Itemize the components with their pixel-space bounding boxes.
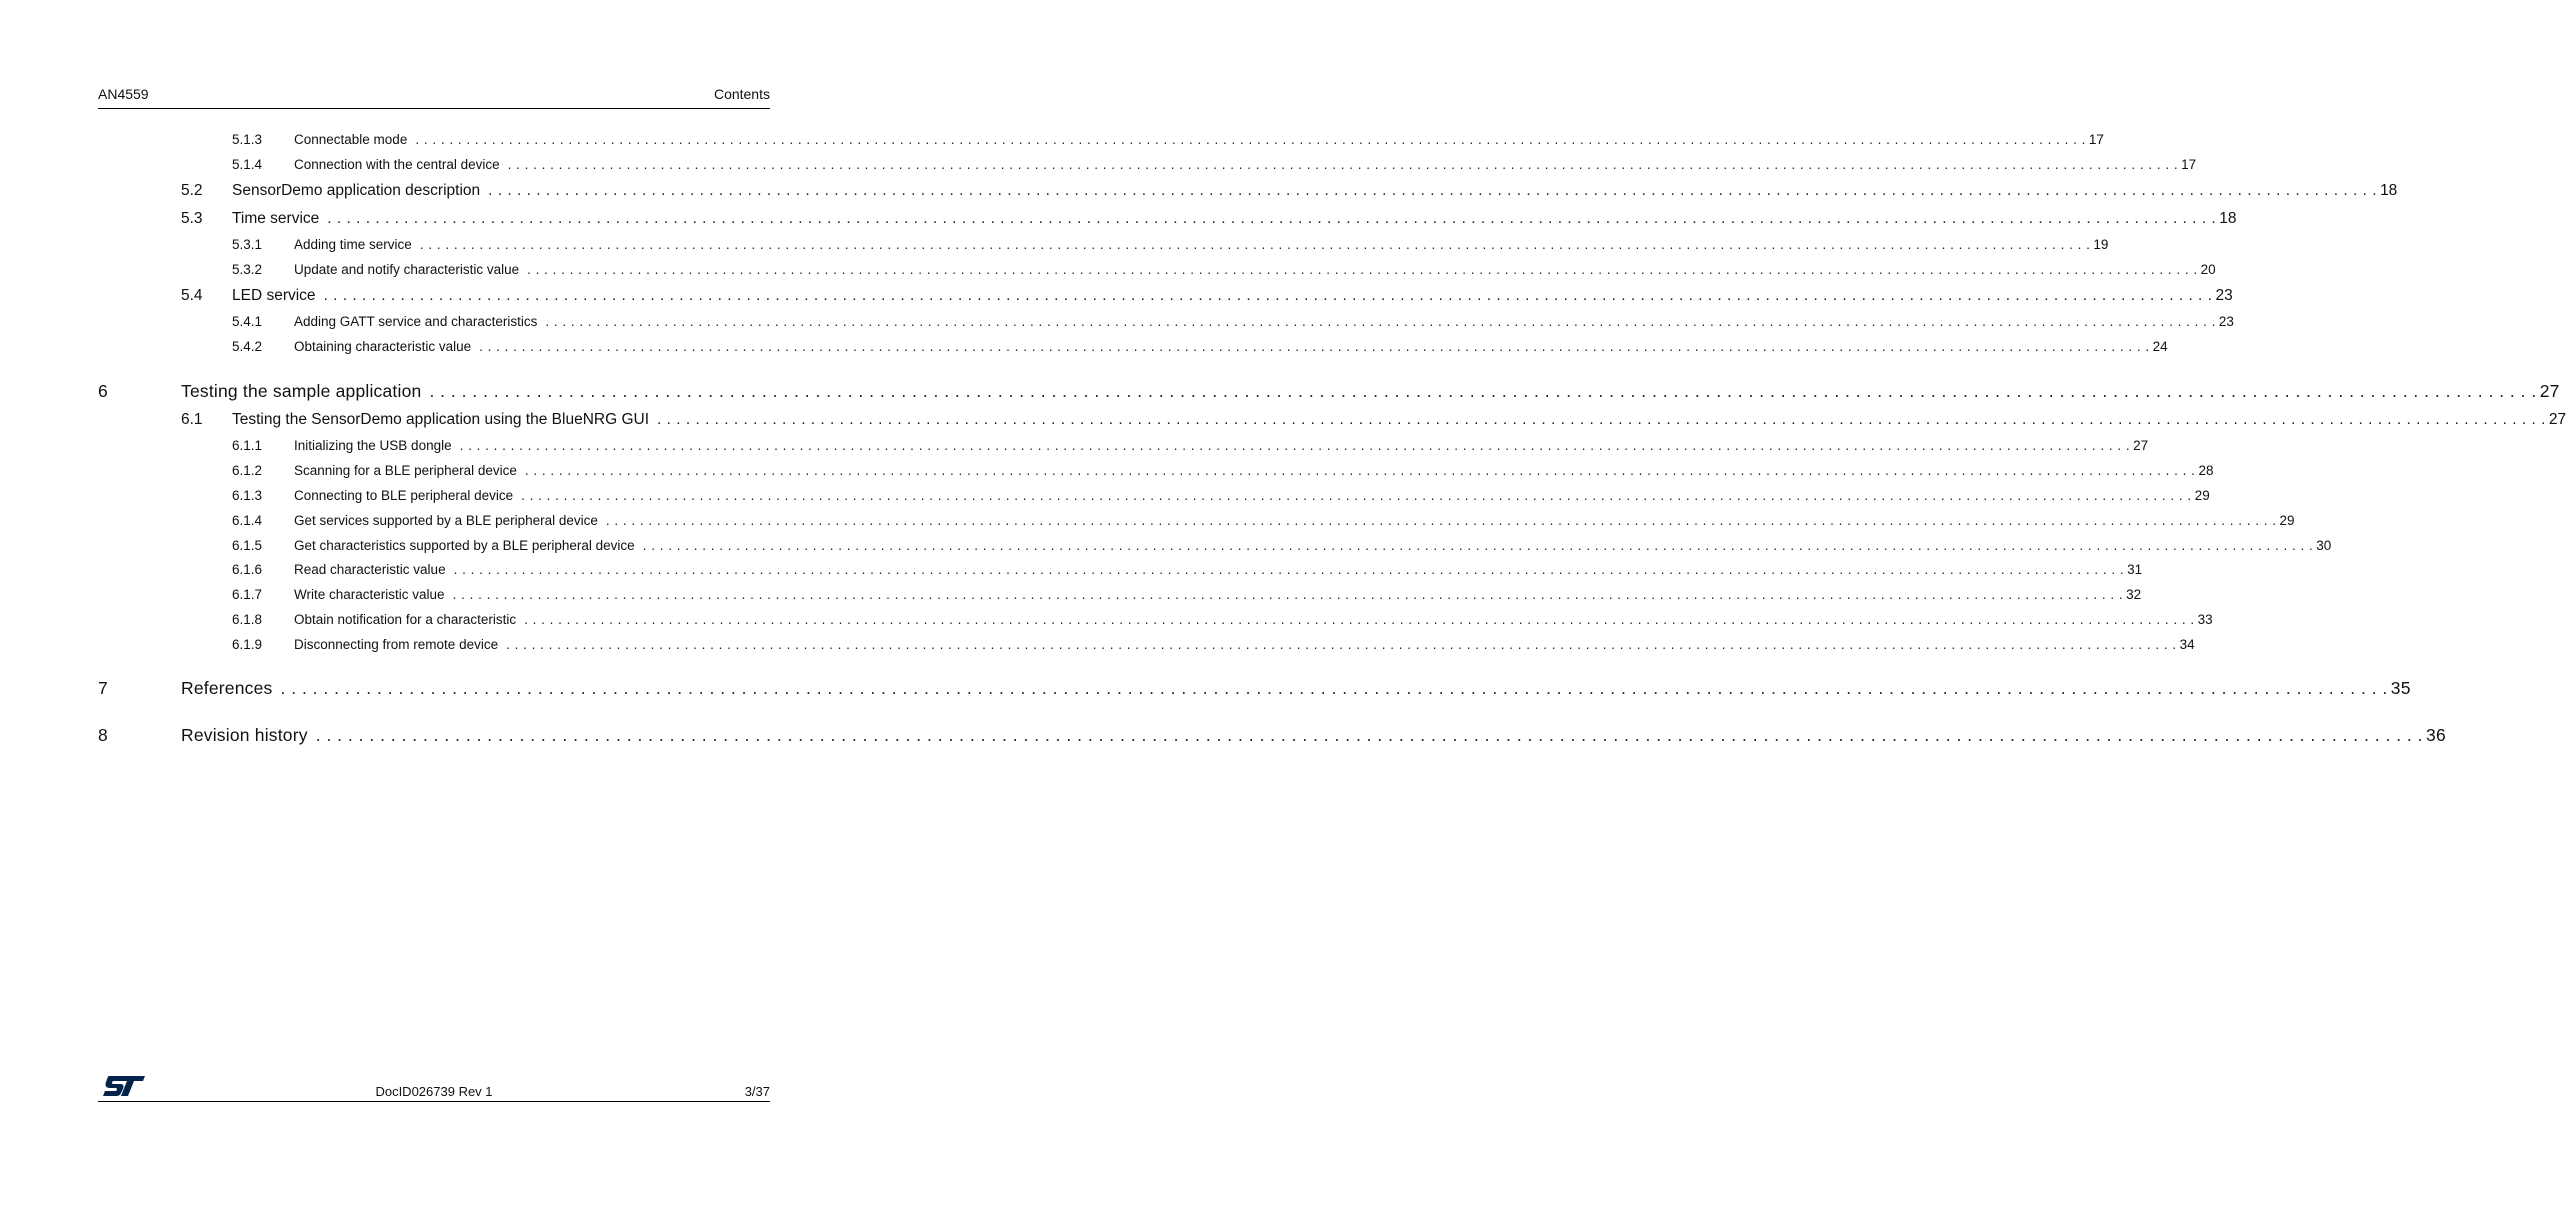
toc-entry-5-3-1[interactable] xyxy=(232,236,2109,254)
toc-title: Revision history xyxy=(181,725,308,745)
toc-entry-5-2[interactable] xyxy=(181,181,2398,201)
dot-leader xyxy=(488,181,2377,201)
toc-page: 28 xyxy=(2198,463,2214,478)
toc-entry-6-1[interactable] xyxy=(181,410,2566,430)
dot-leader xyxy=(545,313,2216,331)
toc-page: 31 xyxy=(2127,562,2143,577)
toc-entry-5-3[interactable] xyxy=(181,209,2237,229)
toc-title: Connectable mode xyxy=(294,132,408,147)
toc-number: 6.1.1 xyxy=(232,438,263,453)
dot-leader xyxy=(429,380,2536,402)
toc-title: Disconnecting from remote device xyxy=(294,637,499,652)
toc-page: 20 xyxy=(2200,262,2216,277)
toc-number: 6 xyxy=(98,381,108,401)
toc-number: 6.1.8 xyxy=(232,612,263,627)
toc-page: 18 xyxy=(2219,210,2237,227)
toc-page: 35 xyxy=(2390,678,2411,698)
toc-entry-5-4-1[interactable] xyxy=(232,313,2234,331)
toc-entry-6-1-8[interactable] xyxy=(232,611,2213,629)
dot-leader xyxy=(521,487,2192,505)
toc-page: 18 xyxy=(2380,182,2398,199)
toc-page: 27 xyxy=(2133,438,2149,453)
toc-title: References xyxy=(181,678,273,698)
toc-number: 5.4.1 xyxy=(232,314,263,329)
section-title: Contents xyxy=(713,86,770,102)
toc-entry-5-4[interactable] xyxy=(181,286,2233,306)
toc-entry-6-1-1[interactable] xyxy=(232,437,2149,455)
toc-number: 6.1.6 xyxy=(232,562,263,577)
toc-title: Initializing the USB dongle xyxy=(294,438,452,453)
toc-number: 5.3.1 xyxy=(232,237,263,252)
page-number: 3/37 xyxy=(744,1084,770,1099)
document-id: DocID026739 Rev 1 xyxy=(375,1084,493,1099)
dot-leader xyxy=(327,209,2216,229)
toc-entry-5-1-4[interactable] xyxy=(232,156,2197,174)
toc-entry-6-1-7[interactable] xyxy=(232,586,2142,604)
toc-page: 23 xyxy=(2215,287,2233,304)
dot-leader xyxy=(454,561,2125,579)
toc-entry-7[interactable] xyxy=(98,677,2411,699)
toc-page: 33 xyxy=(2197,612,2213,627)
dot-leader xyxy=(453,586,2124,604)
toc-title: Write characteristic value xyxy=(294,587,445,602)
toc-title: Get services supported by a BLE peripheral device xyxy=(294,513,598,528)
dot-leader xyxy=(324,286,2213,306)
toc-title: Connection with the central device xyxy=(294,157,500,172)
toc-page: 29 xyxy=(2279,513,2295,528)
toc-page: 24 xyxy=(2152,339,2168,354)
toc-title: Adding GATT service and characteristics xyxy=(294,314,538,329)
dot-leader xyxy=(643,537,2314,555)
toc-page: 17 xyxy=(2088,132,2104,147)
toc-number: 7 xyxy=(98,678,108,698)
dot-leader xyxy=(657,410,2546,430)
toc-title: Obtaining characteristic value xyxy=(294,339,472,354)
dot-leader xyxy=(508,156,2179,174)
dot-leader xyxy=(606,512,2277,530)
dot-leader xyxy=(281,677,2388,699)
toc-title: Scanning for a BLE peripheral device xyxy=(294,463,517,478)
dot-leader xyxy=(460,437,2131,455)
toc-page: 29 xyxy=(2194,488,2210,503)
toc-entry-6-1-3[interactable] xyxy=(232,487,2210,505)
header-rule xyxy=(98,108,770,109)
toc-title: Obtain notification for a characteristic xyxy=(294,612,517,627)
toc-number: 6.1.4 xyxy=(232,513,263,528)
toc-entry-6-1-9[interactable] xyxy=(232,636,2195,654)
dot-leader xyxy=(316,724,2423,746)
toc-number: 5.4.2 xyxy=(232,339,263,354)
toc-number: 5.2 xyxy=(181,182,203,199)
toc-title: Time service xyxy=(232,210,320,227)
toc-entry-8[interactable] xyxy=(98,724,2446,746)
dot-leader xyxy=(420,236,2091,254)
toc-number: 5.3.2 xyxy=(232,262,263,277)
dot-leader xyxy=(524,611,2195,629)
document-code: AN4559 xyxy=(98,86,149,102)
toc-number: 6.1.5 xyxy=(232,538,263,553)
toc-entry-5-3-2[interactable] xyxy=(232,261,2216,279)
toc-entry-6[interactable] xyxy=(98,380,2560,402)
toc-title: SensorDemo application description xyxy=(232,182,481,199)
toc-number: 6.1.2 xyxy=(232,463,263,478)
toc-page: 32 xyxy=(2126,587,2142,602)
dot-leader xyxy=(527,261,2198,279)
dot-leader xyxy=(415,131,2086,149)
toc-entry-6-1-5[interactable] xyxy=(232,537,2332,555)
toc-number: 6.1.7 xyxy=(232,587,263,602)
dot-leader xyxy=(525,462,2196,480)
toc-title: LED service xyxy=(232,287,316,304)
toc-page: 30 xyxy=(2316,538,2332,553)
toc-number: 8 xyxy=(98,725,108,745)
toc-number: 6.1 xyxy=(181,411,203,428)
toc-number: 5.4 xyxy=(181,287,203,304)
footer-rule xyxy=(98,1101,770,1102)
toc-page: 27 xyxy=(2539,381,2560,401)
toc-page: 36 xyxy=(2426,725,2446,745)
toc-title: Update and notify characteristic value xyxy=(294,262,520,277)
toc-entry-6-1-4[interactable] xyxy=(232,512,2295,530)
toc-entry-6-1-6[interactable] xyxy=(232,561,2143,579)
toc-number: 5.1.4 xyxy=(232,157,263,172)
toc-page: 17 xyxy=(2181,157,2197,172)
toc-number: 5.1.3 xyxy=(232,132,263,147)
dot-leader xyxy=(506,636,2177,654)
toc-page: 19 xyxy=(2093,237,2109,252)
toc-title: Adding time service xyxy=(294,237,412,252)
toc-title: Testing the sample application xyxy=(181,381,422,401)
toc-number: 6.1.9 xyxy=(232,637,263,652)
toc-title: Connecting to BLE peripheral device xyxy=(294,488,514,503)
toc-page: 23 xyxy=(2218,314,2234,329)
toc-number: 6.1.3 xyxy=(232,488,263,503)
toc-entry-5-1-3[interactable] xyxy=(232,131,2104,149)
toc-title: Read characteristic value xyxy=(294,562,446,577)
toc-page: 27 xyxy=(2548,411,2566,428)
toc-title: Testing the SensorDemo application using the BlueNRG GUI xyxy=(232,411,649,428)
toc-number: 5.3 xyxy=(181,210,203,227)
toc-page: 34 xyxy=(2179,637,2195,652)
toc-entry-5-4-2[interactable] xyxy=(232,338,2168,356)
dot-leader xyxy=(479,338,2150,356)
toc-entry-6-1-2[interactable] xyxy=(232,462,2214,480)
toc-title: Get characteristics supported by a BLE peripheral device xyxy=(294,538,635,553)
